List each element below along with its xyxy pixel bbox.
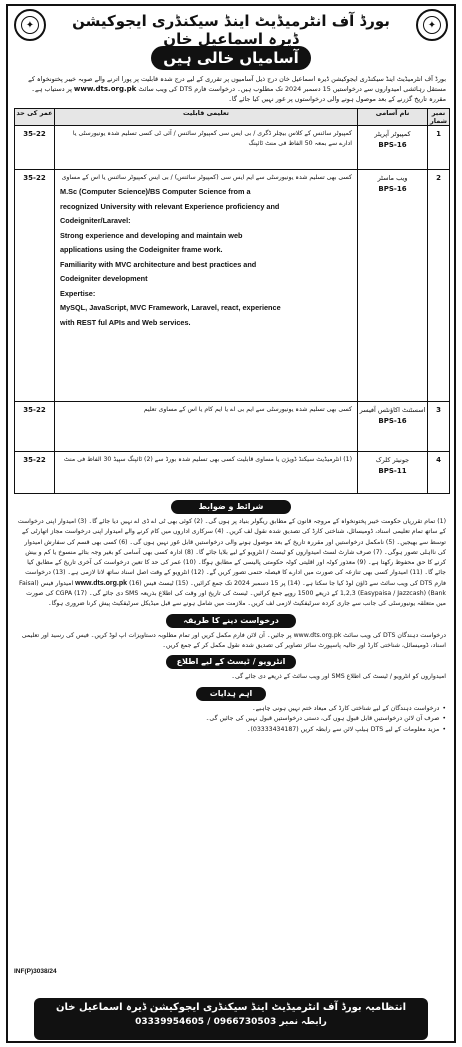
table-row [15,126,450,170]
interview-heading: انٹرویو / ٹیسٹ کے لیے اطلاع [166,655,296,669]
seal-emblem-icon: ✦ [21,16,39,34]
intro-line-1: بورڈ آف انٹرمیڈیٹ اینڈ سیکنڈری ایجوکیشن ڈیرہ اسماعیل خان درج ذیل آسامیوں پر تقرری کے لیے درج شدہ قابلیت پر پورا اترنے والے صوبہ خیبر پختونخواہ کے مستقل رہائشی [28,75,446,93]
dts-website-link[interactable]: www.dts.org.pk [75,579,128,587]
table-header-row [15,109,450,126]
eng-line: applications using the Codeigniter frame work. [60,245,223,254]
vacancies-banner: آسامیاں خالی ہیں [151,46,311,70]
dts-website-link[interactable]: www.dts.org.pk [73,85,137,93]
interview-text: امیدواروں کو انٹرویو / ٹیسٹ کی اطلاع SMS اور ویب سائٹ کے ذریعے دی جائے گی۔ [231,673,446,681]
list-item: • مزید معلومات کے لیے DTS ہیلپ لائن سے رابطہ کریں (03333434187)۔ [16,725,446,736]
eng-line: Codeigniter development [60,274,148,283]
header-serial: نمبر شمار [428,109,450,126]
row-qualification: (1) انٹرمیڈیٹ سیکنڈ ڈویژن یا مساوی قابلیت کسی بھی تسلیم شدہ بورڈ سے (2) ٹائپنگ سپیڈ 30 الفاظ فی منٹ [55,452,358,494]
header-age: عمر کی حد [15,109,55,126]
post-name: کمپیوٹر آپریٹر [374,130,411,138]
row-age: 35-22 [15,126,55,170]
terms-body-2: (16) امیدوار فیس (Faisal Bank) (Easypaisa / Jazzcash) 1,2,3 کے ذریعے 1500 روپے جمع کرائیں۔ ٹیسٹ کی تاریخ اور وقت کی اطلاع بذریعہ SMS دی جائے گی۔ (17) CGPA کی صورت میں متعلقہ یونیورسٹی کی جانب سے جاری کردہ سرٹیفکیٹ لازمی لف کریں۔ ملازمت میں شامل ہونے سے قبل میڈیکل سرٹیفکیٹ پیش کرنا ضروری ہوگا۔ [19,579,446,608]
board-title: بورڈ آف انٹرمیڈیٹ اینڈ سیکنڈری ایجوکیشن ڈیرہ اسماعیل خان [72,12,390,48]
vacancies-table [14,108,450,494]
apply-text: درخواست دہندگان DTS کی ویب سائٹ www.dts.org.pk پر جائیں۔ آن لائن فارم مکمل کریں اور تمام مطلوبہ دستاویزات اپ لوڈ کریں۔ فیس کی رسید اور تعلیمی اسناد، ڈومیسائل، شناختی کارڈ اور حالیہ پاسپورٹ سائز تصاویر کی تصدیق شدہ نقول مکمل کر کے جمع کریں۔ [21,631,446,649]
row-post [358,402,428,452]
table-row [15,452,450,494]
row-serial: 2 [428,170,450,402]
header-post: نام آسامی [358,109,428,126]
table-row [15,170,450,402]
post-scale: BPS-16 [378,417,407,425]
eng-line: Strong experience and developing and maintain web [60,230,243,240]
row-age: 35-22 [15,170,55,402]
post-scale: BPS-11 [378,467,407,475]
reference-number: INF(P)3038/24 [14,968,57,975]
header [8,6,454,48]
qualification-urdu: کسی بھی تسلیم شدہ یونیورسٹی سے ایم ایس سی (کمپیوٹر سائنس) / بی ایس کمپیوٹر سائنس یا اس کے مساوی [61,174,352,181]
row-qualification: کمپیوٹر سائنس کے کلاس بیچلر ڈگری / بی ایس سی کمپیوٹر سائنس / آئی ٹی کسی تسلیم شدہ یونیورسٹی یا ادارے سے بمعہ 50 الفاظ فی منٹ ٹائپنگ [55,126,358,170]
instructions-heading: اہم ہدایات [196,687,266,701]
apply-heading: درخواست دینے کا طریقہ [166,614,296,628]
post-name: ویب ماسٹر [377,174,408,182]
eng-line: MySQL, JavaScript, MVC Framework, Laravel, react, experience [60,303,281,312]
seal-emblem-icon: ✦ [423,16,441,34]
footer-banner [34,998,428,1040]
intro-paragraph [8,74,454,104]
list-item: • درخواست دہندگان کے لیے شناختی کارڈ کی میعاد ختم نہیں ہونی چاہیے۔ [16,704,446,715]
row-serial: 4 [428,452,450,494]
table-row [15,402,450,452]
instructions-list [8,701,454,736]
terms-text [8,514,454,610]
terms-body: (1) تمام تقرریاں حکومت خیبر پختونخواہ کے مروجہ قانون کے مطابق ریگولر بنیاد پر ہوں گی۔ (2) کوئی بھی ٹی اے ڈی اے نہیں دیا جائے گا۔ (3) امیدوار اپنی درخواست کے ساتھ تمام تعلیمی اسناد، ڈومیسائل، شناختی کارڈ کی تصدیق شدہ نقول لف کریں۔ (4) سرکاری اداروں میں کام کرنے والے امیدوار اپنی درخواست مجاز اتھارٹی کے توسط سے بھیجیں۔ (5) نامکمل درخواستیں اور مقررہ تاریخ کے بعد موصول ہونے والی درخواستیں قابل غور نہیں ہوں گی۔ (6) کسی بھی قسم کی سفارش امیدوار کی نااہلی تصور ہوگی۔ (7) صرف شارٹ لسٹ امیدواروں کو ٹیسٹ / انٹرویو کے لیے بلایا جائے گا۔ (8) ادارہ کسی بھی آسامی کو بغیر وجہ بتائے منسوخ یا کم و بیش کرنے کا حق محفوظ رکھتا ہے۔ (9) معذور کوٹہ اور اقلیتی کوٹہ حکومتی پالیسی کے مطابق ہوگا۔ (10) عمر کی حد کا تعین درخواست کی آخری تاریخ کے مطابق کیا جائے گا۔ (11) امیدوار کسی بھی تنازعہ کی صورت میں ادارے کا فیصلہ حتمی تصور کریں گے۔ (12) انٹرویو کے وقت اصل اسناد ساتھ لانا لازمی ہے۔ (13) درخواست فارم DTS کی ویب سائٹ سے ڈاؤن لوڈ کیا جا سکتا ہے۔ (14) پر 15 دسمبر 2024 تک جمع کرائیں۔ (15) ٹیسٹ فیس [17,518,446,587]
board-seal-right-logo [416,9,448,41]
row-post [358,126,428,170]
eng-line: recognized University with relevant Experience proficiency and [60,201,280,211]
post-scale: BPS-16 [378,141,407,149]
row-serial: 3 [428,402,450,452]
post-name: جونیئر کلرک [375,456,410,464]
intro-line-2: امیدواروں سے درخواستیں 15 دسمبر 2024 تک مطلوب ہیں۔ درخواست فارم DTS کی ویب سائٹ [138,85,402,93]
row-serial: 1 [428,126,450,170]
eng-line: M.Sc (Computer Science)/BS Computer Science from a [60,187,251,196]
footer-administration: انتظامیہ بورڈ آف انٹرمیڈیٹ اینڈ سیکنڈری ایجوکیشن ڈیرہ اسماعیل خان [55,1002,406,1013]
post-name: اسسٹنٹ اکاؤنٹس آفیسر [359,406,426,414]
eng-line: with REST ful APIs and Web services. [60,317,191,327]
post-scale: BPS-16 [378,185,407,193]
header-qualification: تعلیمی قابلیت [55,109,358,126]
footer-contact: رابطہ نمبر 0966730503 / 03339954605 [135,1017,327,1027]
terms-heading: شرائط و ضوابط [171,500,291,514]
row-age: 35-22 [15,402,55,452]
advertisement-page [6,4,456,1043]
list-item: • صرف آن لائن درخواستیں قابل قبول ہوں گی، دستی درخواستیں قبول نہیں کی جائیں گی۔ [16,714,446,725]
row-qualification [55,170,358,402]
eng-line: Familiarity with MVC architecture and best practices and [60,259,257,269]
row-post [358,452,428,494]
row-qualification: کسی بھی تسلیم شدہ یونیورسٹی سے ایم بی اے یا ایم کام یا اس کے مساوی تعلیم [55,402,358,452]
intro-line-3: پر دستیاب ہے۔ مقررہ تاریخ گزرنے کے بعد موصول ہونے والی درخواستوں پر غور نہیں کیا جائے گا۔ [31,85,446,103]
row-age: 35-22 [15,452,55,494]
eng-line: Expertise: [60,288,96,298]
qualification-english [60,183,352,330]
row-post [358,170,428,402]
eng-line: Codeigniter/Laravel: [60,216,131,225]
board-seal-left-logo [14,9,46,41]
